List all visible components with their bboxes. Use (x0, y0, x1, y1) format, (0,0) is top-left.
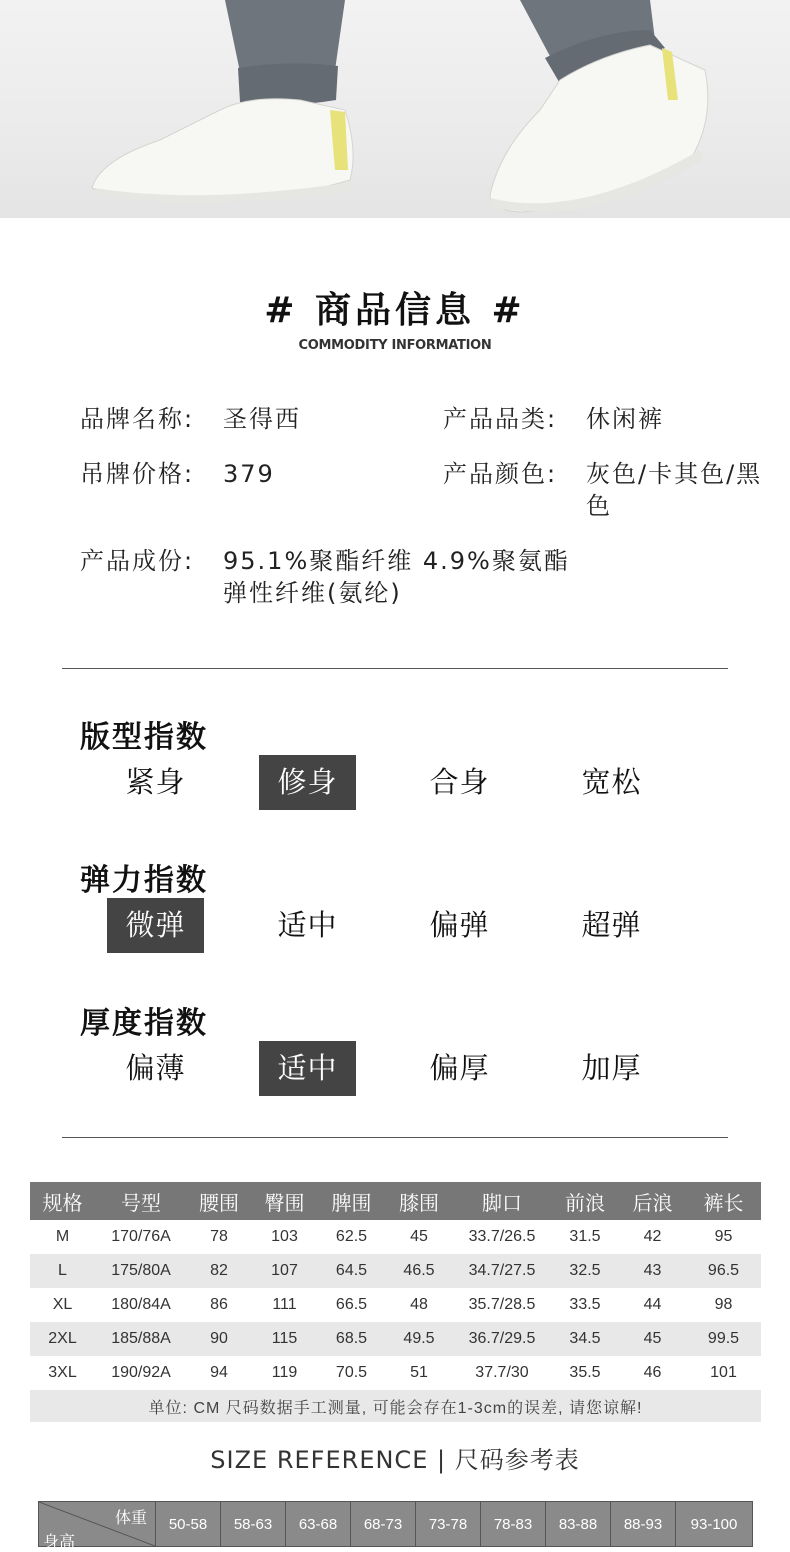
material-value: 95.1%聚酯纤维 4.9%聚氨酯弹性纤维(氨纶) (223, 547, 570, 607)
cell: 46.5 (385, 1254, 453, 1288)
price-value: 379 (223, 460, 275, 488)
header-cell: 号型 (95, 1182, 187, 1220)
table-row (30, 1322, 761, 1356)
header-cell: 膝围 (385, 1182, 453, 1220)
shoes-illustration (0, 0, 790, 218)
material-label: 产品成份: (80, 547, 195, 575)
stretch-option: 偏弹 (429, 908, 490, 942)
cell: 33.5 (551, 1288, 619, 1322)
product-photo (0, 0, 790, 218)
cell: 94 (187, 1356, 251, 1390)
thickness-option: 偏厚 (429, 1051, 490, 1085)
measurement-note: 单位: CM 尺码数据手工测量, 可能会存在1-3cm的误差, 请您谅解! (30, 1390, 761, 1422)
cell: 90 (187, 1322, 251, 1356)
fit-option: 合身 (429, 765, 490, 799)
header-cell: 臀围 (251, 1182, 318, 1220)
price-row (80, 458, 420, 490)
cell: 101 (686, 1356, 761, 1390)
cell: 175/80A (95, 1254, 187, 1288)
cell: 34.7/27.5 (453, 1254, 551, 1288)
cell: 82 (187, 1254, 251, 1288)
cell: 190/92A (95, 1356, 187, 1390)
size-table-header (30, 1182, 761, 1220)
weight-range-cell: 83-88 (546, 1502, 611, 1547)
cell: 48 (385, 1288, 453, 1322)
category-row (443, 403, 773, 435)
thickness-option-selected: 适中 (259, 1041, 356, 1096)
weight-range-cell: 93-100 (676, 1502, 753, 1547)
cell: 37.7/30 (453, 1356, 551, 1390)
weight-range-cell: 50-58 (156, 1502, 221, 1547)
fit-index-title: 版型指数 (80, 720, 208, 755)
thickness-option: 偏薄 (125, 1051, 186, 1085)
stretch-option-selected: 微弹 (107, 898, 204, 953)
cell: 51 (385, 1356, 453, 1390)
cell: 35.7/28.5 (453, 1288, 551, 1322)
cell: 45 (619, 1322, 686, 1356)
cell: 33.7/26.5 (453, 1220, 551, 1254)
table-note-row (30, 1390, 761, 1422)
height-label: 身高 (43, 1534, 76, 1551)
brand-row (80, 403, 420, 435)
divider (62, 1137, 728, 1138)
stretch-option: 适中 (277, 908, 338, 942)
header-cell: 腰围 (187, 1182, 251, 1220)
cell: 107 (251, 1254, 318, 1288)
cell: 49.5 (385, 1322, 453, 1356)
size-reference-title: SIZE REFERENCE | 尺码参考表 (210, 1446, 580, 1474)
cell: 45 (385, 1220, 453, 1254)
fit-option: 紧身 (125, 765, 186, 799)
cell: 62.5 (318, 1220, 385, 1254)
fit-option: 宽松 (581, 765, 642, 799)
header-cell: 后浪 (619, 1182, 686, 1220)
cell: 3XL (30, 1356, 95, 1390)
cell: 34.5 (551, 1322, 619, 1356)
table-row (30, 1220, 761, 1254)
category-label: 产品品类: (443, 405, 558, 433)
brand-label: 品牌名称: (80, 405, 195, 433)
stretch-option: 超弹 (581, 908, 642, 942)
cell: 32.5 (551, 1254, 619, 1288)
color-value: 灰色/卡其色/黑色 (586, 460, 763, 520)
cell: 43 (619, 1254, 686, 1288)
cell: 185/88A (95, 1322, 187, 1356)
section-subtitle: COMMODITY INFORMATION (298, 338, 492, 353)
weight-range-cell: 63-68 (286, 1502, 351, 1547)
thickness-option: 加厚 (581, 1051, 642, 1085)
corner-cell (39, 1502, 156, 1551)
header-cell: 脚口 (453, 1182, 551, 1220)
cell: L (30, 1254, 95, 1288)
header-cell: 裤长 (686, 1182, 761, 1220)
weight-range-cell: 78-83 (481, 1502, 546, 1547)
cell: 2XL (30, 1322, 95, 1356)
divider (62, 668, 728, 669)
table-row (30, 1288, 761, 1322)
cell: 86 (187, 1288, 251, 1322)
cell: XL (30, 1288, 95, 1322)
thickness-index-title: 厚度指数 (80, 1006, 208, 1041)
cell: 119 (251, 1356, 318, 1390)
cell: 170/76A (95, 1220, 187, 1254)
cell: 95 (686, 1220, 761, 1254)
size-table (30, 1182, 761, 1422)
brand-value: 圣得西 (223, 405, 301, 433)
cell: 180/84A (95, 1288, 187, 1322)
cell: 35.5 (551, 1356, 619, 1390)
cell: M (30, 1220, 95, 1254)
cell: 66.5 (318, 1288, 385, 1322)
cell: 78 (187, 1220, 251, 1254)
weight-range-cell: 73-78 (416, 1502, 481, 1547)
stretch-index-title: 弹力指数 (80, 863, 208, 898)
weight-range-cell: 58-63 (221, 1502, 286, 1547)
cell: 44 (619, 1288, 686, 1322)
material-row (80, 545, 600, 609)
cell: 115 (251, 1322, 318, 1356)
section-title: # 商品信息 # (264, 290, 526, 331)
fit-option-selected: 修身 (259, 755, 356, 810)
header-cell: 脾围 (318, 1182, 385, 1220)
category-value: 休闲裤 (586, 405, 664, 433)
cell: 70.5 (318, 1356, 385, 1390)
cell: 103 (251, 1220, 318, 1254)
table-row (30, 1254, 761, 1288)
cell: 64.5 (318, 1254, 385, 1288)
weight-height-table (38, 1501, 753, 1551)
weight-row (39, 1502, 753, 1547)
weight-label: 体重 (114, 1510, 147, 1527)
cell: 111 (251, 1288, 318, 1322)
header-cell: 前浪 (551, 1182, 619, 1220)
table-row (30, 1356, 761, 1390)
price-label: 吊牌价格: (80, 460, 195, 488)
cell: 98 (686, 1288, 761, 1322)
color-label: 产品颜色: (443, 460, 558, 488)
cell: 99.5 (686, 1322, 761, 1356)
cell: 46 (619, 1356, 686, 1390)
weight-range-cell: 68-73 (351, 1502, 416, 1547)
cell: 31.5 (551, 1220, 619, 1254)
cell: 68.5 (318, 1322, 385, 1356)
cell: 36.7/29.5 (453, 1322, 551, 1356)
header-cell: 规格 (30, 1182, 95, 1220)
cell: 42 (619, 1220, 686, 1254)
weight-range-cell: 88-93 (611, 1502, 676, 1547)
color-row (443, 458, 773, 522)
cell: 96.5 (686, 1254, 761, 1288)
